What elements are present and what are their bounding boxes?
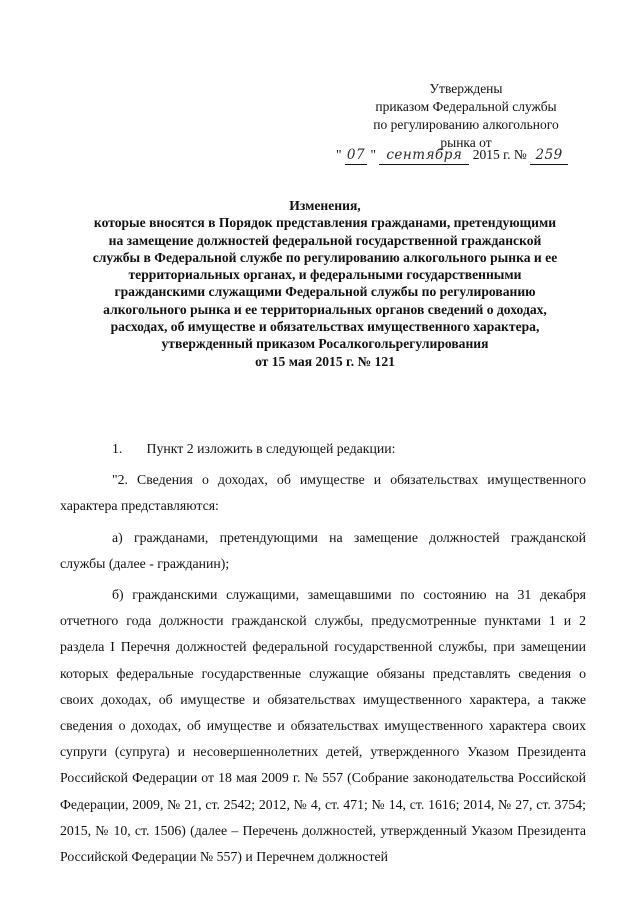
item-1 (60, 436, 586, 462)
title-line: от 15 мая 2015 г. № 121 (255, 353, 395, 369)
title-line: алкогольного рынка и ее территориальных органов сведений о доходах, (103, 301, 547, 317)
title-line: на замещение должностей федеральной государственной гражданской (108, 232, 542, 248)
document-body (60, 436, 586, 870)
approval-line: по регулированию алкогольного (373, 117, 559, 132)
paragraph-2a: а) гражданами, претендующими на замещение должностей гражданской службы (далее - гражданин); (60, 529, 586, 571)
approval-line: рынка от (440, 135, 492, 150)
title-heading: Изменения, (289, 198, 361, 213)
quote-close: " (370, 147, 376, 162)
item-1-text: Пункт 2 изложить в следующей редакции: (146, 441, 396, 456)
title-line: гражданскими служащими Федеральной службы по регулированию (114, 284, 536, 300)
title-line: расходах, об имуществе и обязательствах имущественного характера, (110, 319, 540, 335)
item-1-number: 1. (112, 441, 123, 456)
approval-date-line (336, 146, 606, 165)
approval-month: сентября (379, 146, 469, 165)
paragraph-2b: б) гражданскими служащими, замещавшими по состоянию на 31 декабря отчетного года должности гражданской службы, предусмотренные пунктами 1 и 2 раздела I Перечня должностей федеральной государственной службы, при замещении которых федеральные государственные служащие обязаны представлять сведения о своих доходах, об имуществе и обязательствах имущественного характера, а также сведения о доходах, об имуществе и обязательствах имущественного характера своих супруги (супруга) и несовершеннолетних детей, утвержденного Указом Президента Российской Федерации от 18 мая 2009 г. № 557 (Собрание законодательства Российской Федерации, 2009, № 21, ст. 2542; 2012, № 4, ст. 471; № 14, ст. 1616; 2014, № 27, ст. 3754; 2015, № 10, ст. 1506) (далее – Перечень должностей, утвержденный Указом Президента Российской Федерации № 557) и Перечнем должностей (60, 587, 586, 865)
title-line: службы в Федеральной службе по регулированию алкогольного рынка и ее (92, 249, 558, 265)
approval-year: 2015 г. № (472, 147, 527, 162)
approval-line: приказом Федеральной службы (375, 99, 557, 114)
document-title (60, 197, 590, 370)
title-line: утвержденный приказом Росалкогольрегулирования (161, 336, 489, 352)
approval-block (336, 80, 596, 152)
approval-line: Утверждены (429, 81, 503, 96)
approval-number: 259 (530, 146, 568, 165)
title-line: которые вносятся в Порядок представления гражданами, претендующими (93, 215, 557, 231)
quote-open: " (336, 147, 342, 162)
title-line: территориальных органах, и федеральными государственными (128, 267, 522, 283)
approval-day: 07 (346, 147, 366, 163)
paragraph-2-intro: "2. Сведения о доходах, об имуществе и обязательствах имущественного характера представляются: (60, 472, 586, 514)
